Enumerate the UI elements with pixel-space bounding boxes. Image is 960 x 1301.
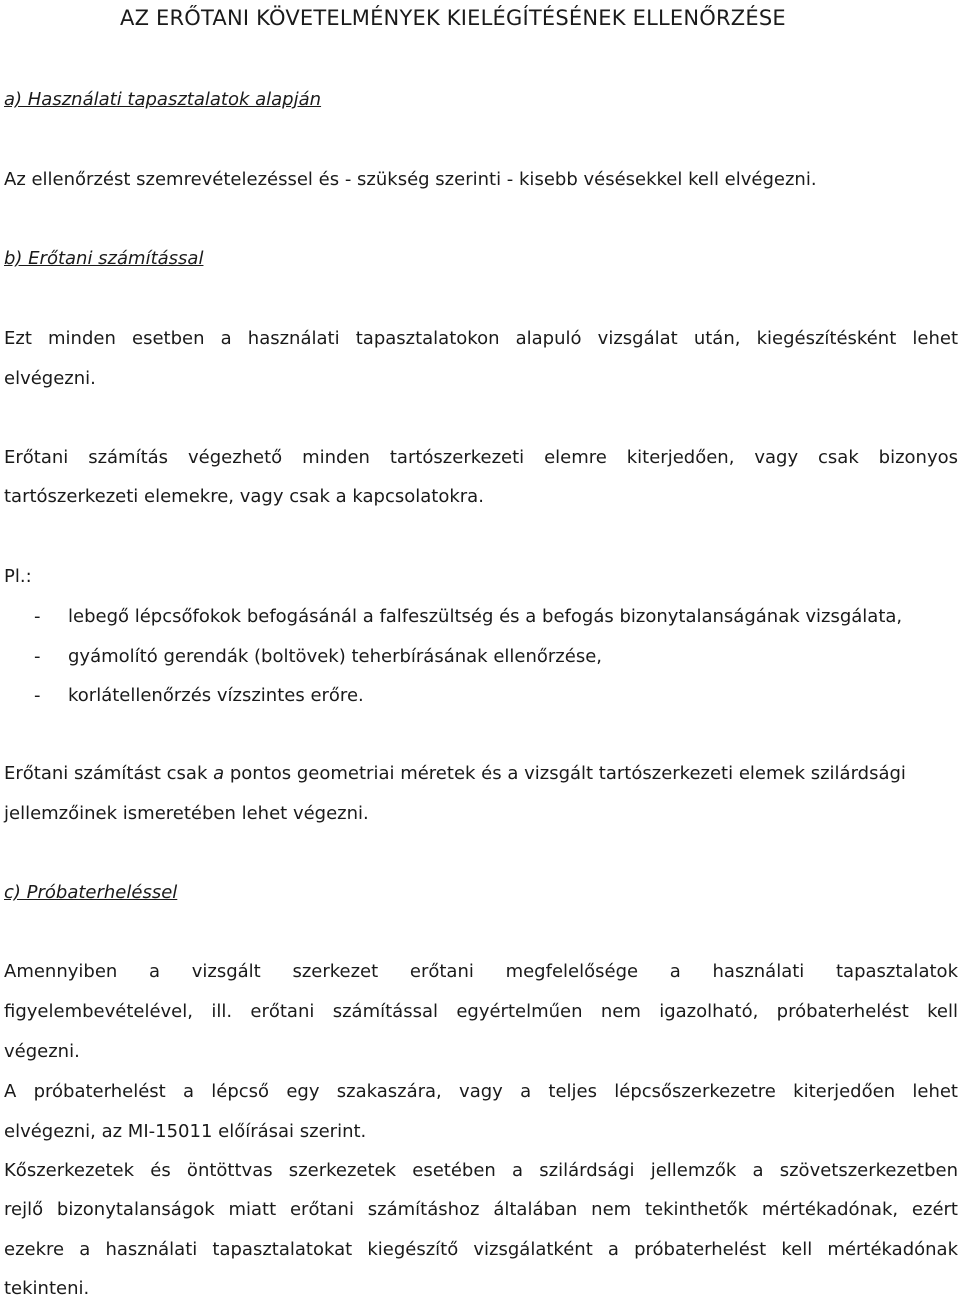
section-b-paragraph-1-line-1: Ezt minden esetben a használati tapasztalatokon alapuló vizsgálat után, kiegészítésként lehet (4, 328, 958, 349)
list-item-text: lebegő lépcsőfokok befogásánál a falfeszültség és a befogás bizonytalanságának vizsgálata, (68, 606, 903, 627)
section-c-paragraph-3-line-1: Kőszerkezetek és öntöttvas szerkezetek esetében a szilárdsági jellemzők a szövetszerkezetben (4, 1160, 958, 1181)
examples-label: Pl.: (4, 566, 32, 587)
p3-emphasis: a (213, 763, 225, 784)
section-b-paragraph-3-line-2: jellemzőinek ismeretében lehet végezni. (4, 803, 369, 824)
section-b-paragraph-2-line-1: Erőtani számítás végezhető minden tartószerkezeti elemre kiterjedően, vagy csak bizonyos (4, 447, 958, 468)
document-title: AZ ERŐTANI KÖVETELMÉNYEK KIELÉGÍTÉSÉNEK ELLENŐRZÉSE (120, 6, 786, 30)
section-c-heading: c) Próbaterheléssel (4, 882, 178, 903)
section-c-paragraph-1-line-3: végezni. (4, 1041, 80, 1062)
list-item-text: gyámolító gerendák (boltövek) teherbírásának ellenőrzése, (68, 646, 602, 667)
section-b-paragraph-1-line-2: elvégezni. (4, 368, 96, 389)
section-a-text: Az ellenőrzést szemrevételezéssel és - szükség szerinti - kisebb vésésekkel kell elvégezni. (4, 169, 817, 190)
section-c-paragraph-3-line-3: ezekre a használati tapasztalatokat kiegészítő vizsgálatként a próbaterhelést kell mértékadónak (4, 1239, 958, 1260)
section-c-paragraph-2-line-1: A próbaterhelést a lépcső egy szakaszára, vagy a teljes lépcsőszerkezetre kiterjedően lehet (4, 1081, 958, 1102)
section-c-paragraph-1-line-2: figyelembevételével, ill. erőtani számítással egyértelműen nem igazolható, próbaterhelést kell (4, 1001, 958, 1022)
section-b-paragraph-2-line-2: tartószerkezeti elemekre, vagy csak a kapcsolatokra. (4, 486, 484, 507)
p3-pre-text: Erőtani számítást csak (4, 763, 214, 784)
section-c-paragraph-3-line-2: rejlő bizonytalanságok miatt erőtani számításhoz általában nem tekinthetők mértékadónak, ezért (4, 1199, 958, 1220)
p3-post-text: pontos geometriai méretek és a vizsgált tartószerkezeti elemek szilárdsági (224, 763, 906, 784)
list-item-text: korlátellenőrzés vízszintes erőre. (68, 685, 364, 706)
list-dash: - (34, 646, 41, 667)
list-dash: - (34, 606, 41, 627)
section-b-paragraph-3-line-1 (4, 762, 958, 786)
section-c-paragraph-3-line-4: tekinteni. (4, 1278, 90, 1299)
list-dash: - (34, 685, 41, 706)
section-b-heading: b) Erőtani számítással (4, 248, 204, 269)
section-c-paragraph-1-line-1: Amennyiben a vizsgált szerkezet erőtani megfelelősége a használati tapasztalatok (4, 961, 958, 982)
section-a-heading: a) Használati tapasztalatok alapján (4, 89, 322, 110)
section-c-paragraph-2-line-2: elvégezni, az MI-15011 előírásai szerint. (4, 1121, 367, 1142)
